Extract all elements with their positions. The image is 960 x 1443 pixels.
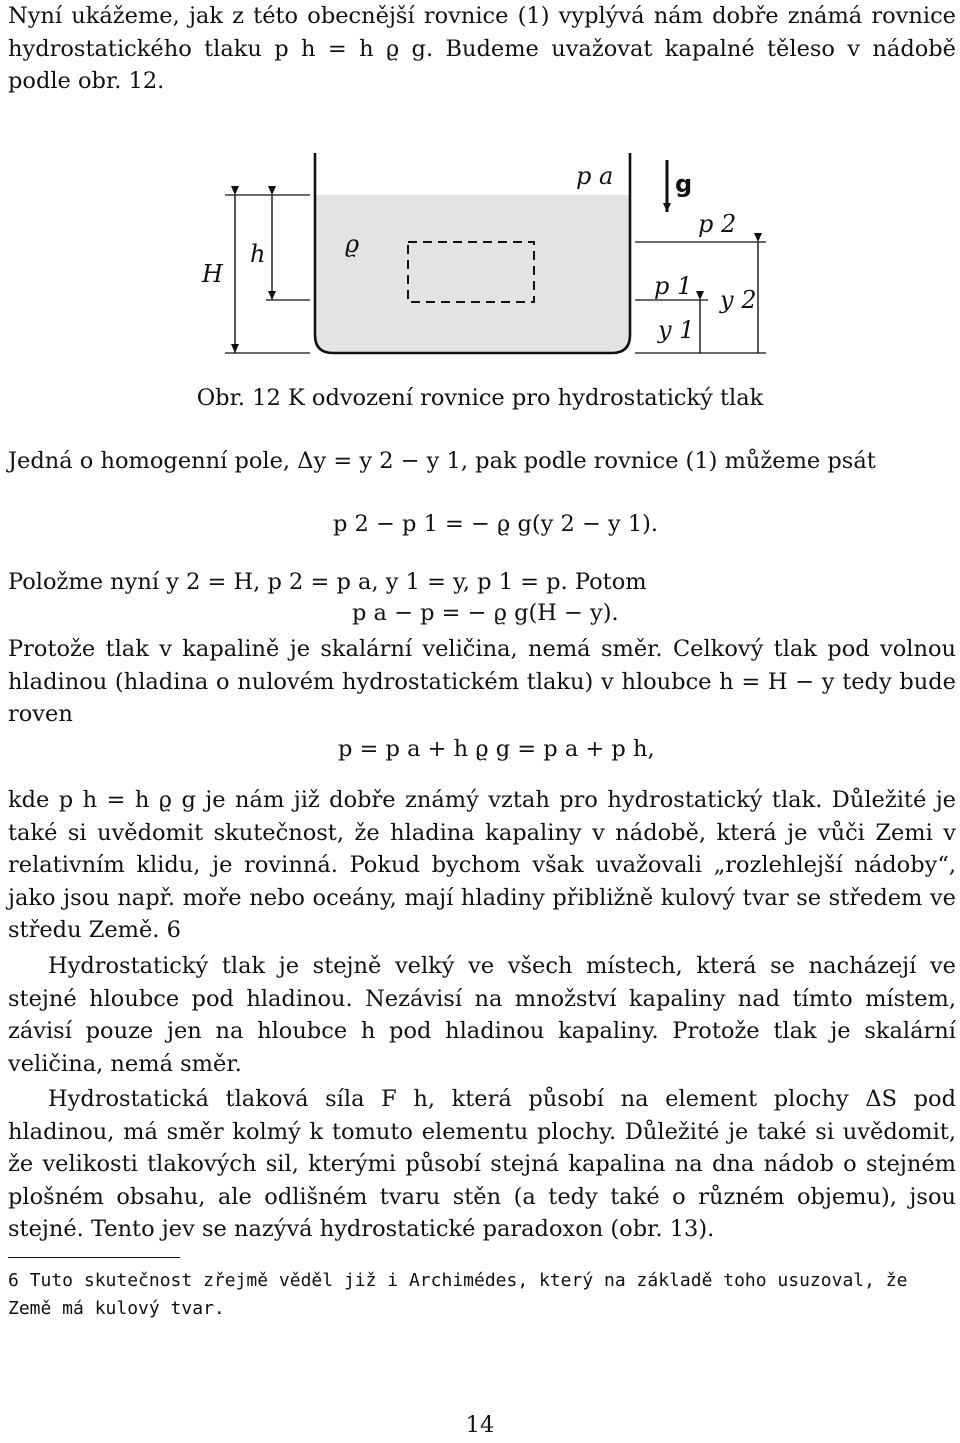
label-y2: y 2 — [720, 286, 757, 314]
label-H: H — [202, 260, 223, 288]
footnote: 6 Tuto skutečnost zřejmě věděl již i Archimédes, který na základě toho usuzoval, že Země má kulový tvar. — [8, 1270, 908, 1319]
equation-total-pressure: p = p a + h ϱ g = p a + p h, — [338, 736, 655, 762]
equation-substituted: p a − p = − ϱ g(H − y). — [352, 600, 619, 626]
figure-caption: Obr. 12 K odvození rovnice pro hydrostatický tlak — [196, 385, 764, 411]
paragraph-substitution: Položme nyní y 2 = H, p 2 = p a, y 1 = y, p 1 = p. Potom — [8, 569, 647, 595]
label-y1: y 1 — [658, 316, 695, 344]
equation-pressure-difference: p 2 − p 1 = − ϱ g(y 2 − y 1). — [333, 511, 659, 537]
label-p2: p 2 — [698, 210, 737, 238]
label-rho: ϱ — [345, 230, 360, 258]
page-number: 14 — [465, 1412, 495, 1438]
label-h: h — [250, 240, 266, 268]
figure-12 — [190, 150, 780, 365]
label-p1: p 1 — [654, 272, 693, 300]
paragraph-same-depth: Hydrostatický tlak je stejně velký ve všech místech, která se nacházejí ve stejné hloubce pod hladinou. Nezávisí na množství kapaliny nad tímto místem, závisí pouze jen na hloubce h pod hladinou kapaliny. Protože tlak je skalární veličina, nemá směr. — [8, 953, 956, 1077]
paragraph-total-pressure: Protože tlak v kapalině je skalární veličina, nemá směr. Celkový tlak pod volnou hladinou (hladina o nulovém hydrostatickém tlaku) v hloubce h = H − y tedy bude roven — [8, 636, 956, 727]
paragraph-hydrostatic-pressure: kde p h = h ϱ g je nám již dobře známý vztah pro hydrostatický tlak. Důležité je také si uvědomit skutečnost, že hladina kapaliny v nádobě, která je vůči Zemi v relativním klidu, je rovinná. Pokud bychom však uvažovali „rozlehlejší nádoby“, jako jsou např. moře nebo oceány, mají hladiny přibližně kulový tvar se středem ve středu Země. 6 — [8, 787, 956, 943]
footnote-rule — [8, 1257, 180, 1258]
liquid-body — [315, 195, 630, 353]
paragraph-hydrostatic-force: Hydrostatická tlaková síla F h, která působí na element plochy ΔS pod hladinou, má směr kolmý k tomuto elementu plochy. Důležité je také si uvědomit, že velikosti tlakových sil, kterými působí stejná kapalina na dna nádob o stejném plošném obsahu, ale odlišném tvaru stěn (a tedy také o různém objemu), jsou stejné. Tento jev se nazývá hydrostatické paradoxon (obr. 13). — [8, 1086, 956, 1242]
label-pa: p a — [576, 162, 614, 190]
paragraph-intro: Nyní ukážeme, jak z této obecnější rovnice (1) vyplývá nám dobře známá rovnice hydrostatického tlaku p h = h ϱ g. Budeme uvažovat kapalné těleso v nádobě podle obr. 12. — [8, 3, 956, 94]
paragraph-homogeneous-field: Jedná o homogenní pole, Δy = y 2 − y 1, pak podle rovnice (1) můžeme psát — [8, 448, 876, 474]
label-g: g — [675, 170, 693, 198]
